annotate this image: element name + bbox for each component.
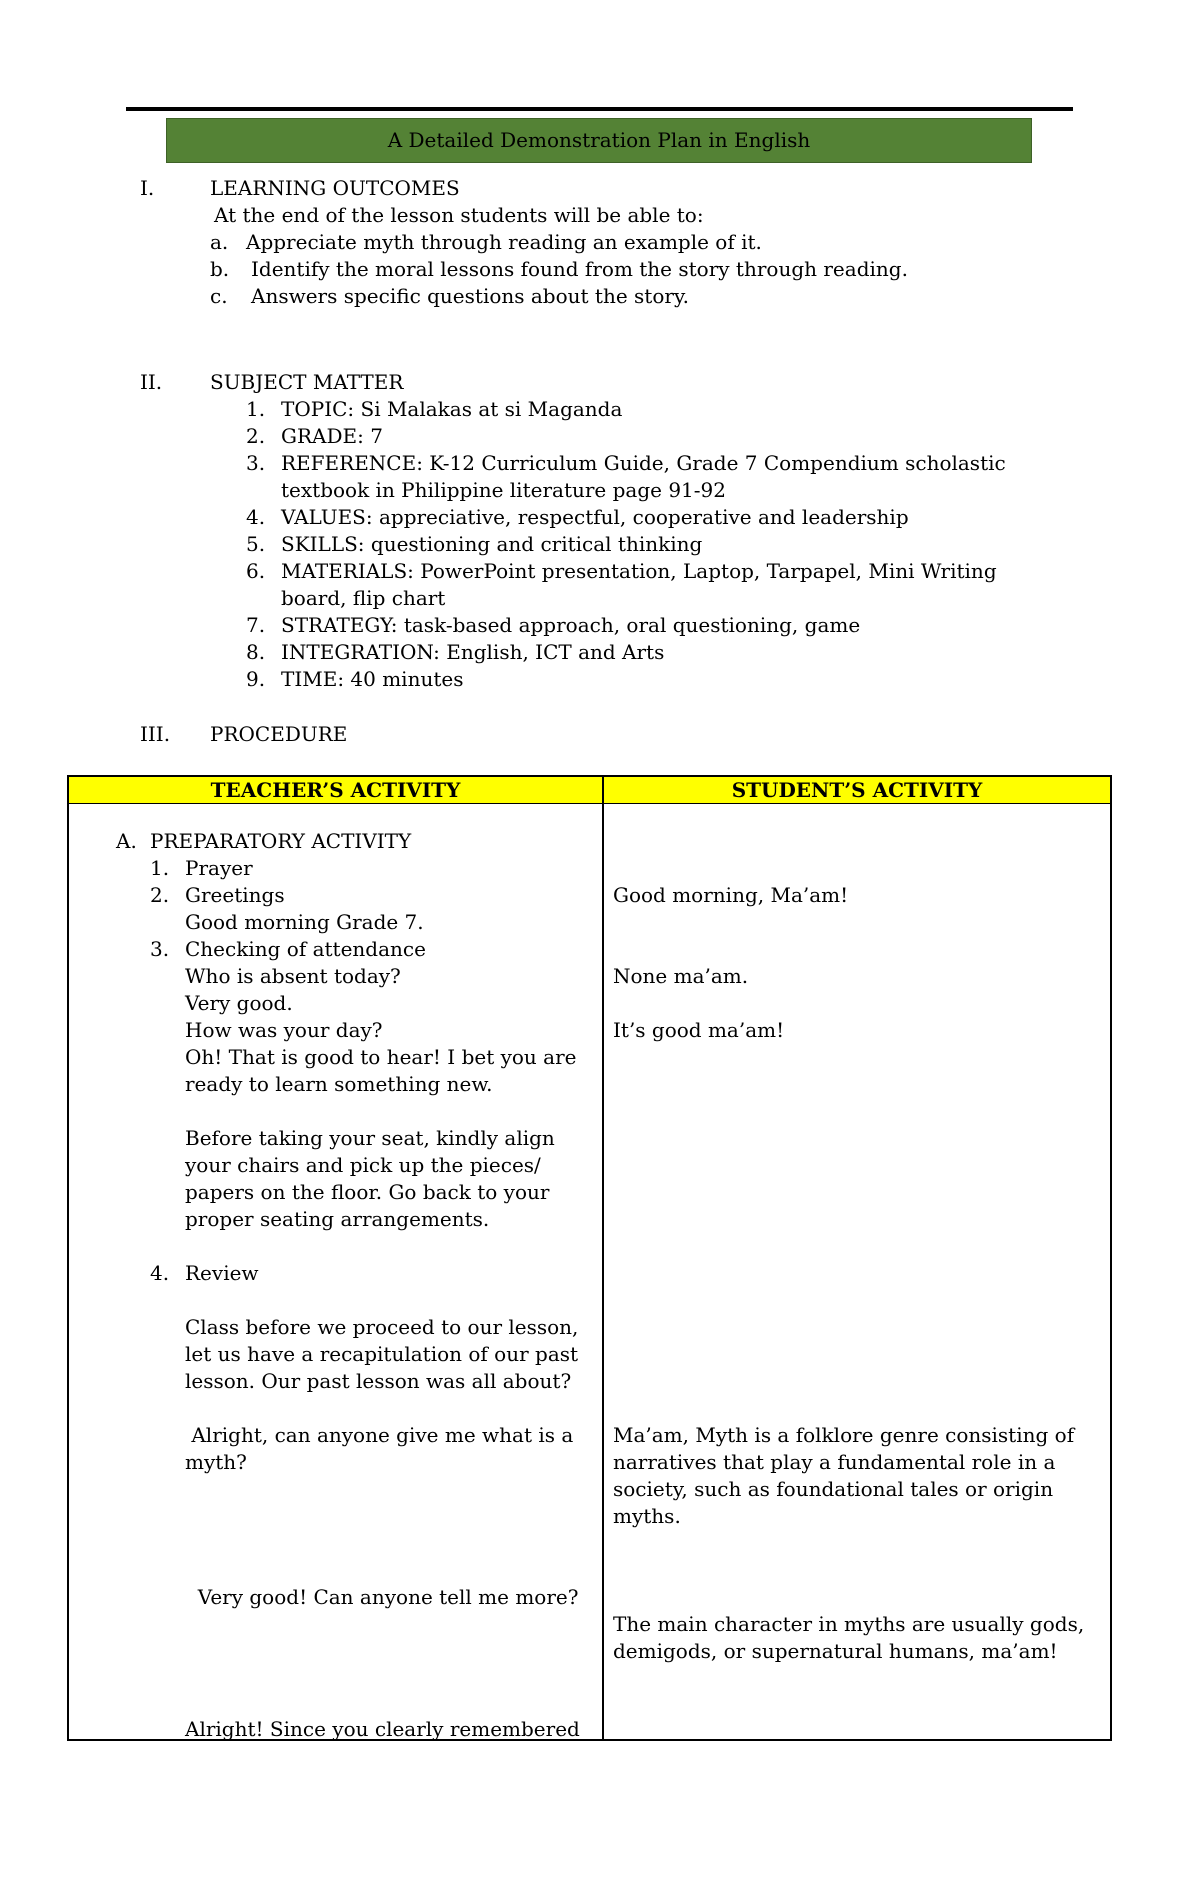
step-marker: 3. bbox=[150, 937, 170, 961]
procedure-table bbox=[67, 775, 1112, 1741]
section-numeral: III. bbox=[140, 722, 171, 746]
section-heading-subject: SUBJECT MATTER bbox=[210, 370, 404, 394]
list-marker: 6. bbox=[246, 559, 266, 583]
subject-item: STRATEGY: task-based approach, oral questioning, game bbox=[281, 613, 861, 637]
subject-item: GRADE: 7 bbox=[281, 424, 383, 448]
teacher-line: papers on the floor. Go back to your bbox=[185, 1180, 550, 1204]
student-activity-header: STUDENT’S ACTIVITY bbox=[731, 778, 983, 802]
subject-item: TIME: 40 minutes bbox=[281, 667, 464, 691]
teacher-line: lesson. Our past lesson was all about? bbox=[185, 1369, 572, 1393]
step-label-prayer: Prayer bbox=[185, 856, 253, 880]
list-marker: 8. bbox=[246, 640, 266, 664]
list-marker: a. bbox=[210, 230, 229, 254]
step-marker: 4. bbox=[150, 1261, 170, 1285]
student-line: Ma’am, Myth is a folklore genre consisting of bbox=[613, 1423, 1075, 1447]
teacher-line: let us have a recapitulation of our past bbox=[185, 1342, 579, 1366]
teacher-line: Very good! Can anyone tell me more? bbox=[185, 1585, 579, 1609]
student-line: narratives that play a fundamental role in a bbox=[613, 1450, 1056, 1474]
teacher-line: Class before we proceed to our lesson, bbox=[185, 1315, 579, 1339]
teacher-line: Good morning Grade 7. bbox=[185, 910, 424, 934]
document-title: A Detailed Demonstration Plan in English bbox=[387, 128, 811, 152]
subject-item-continued: textbook in Philippine literature page 91-92 bbox=[281, 478, 726, 502]
teacher-line: How was your day? bbox=[185, 1018, 383, 1042]
teacher-activity-header: TEACHER’S ACTIVITY bbox=[210, 778, 461, 802]
section-title: PREPARATORY ACTIVITY bbox=[150, 829, 412, 853]
outcomes-intro: At the end of the lesson students will be able to: bbox=[214, 203, 704, 227]
step-label-review: Review bbox=[185, 1261, 259, 1285]
list-marker: 2. bbox=[246, 424, 266, 448]
section-marker: A. bbox=[116, 829, 137, 853]
list-marker: 3. bbox=[246, 451, 266, 475]
student-line: myths. bbox=[613, 1504, 681, 1528]
step-label-greetings: Greetings bbox=[185, 883, 285, 907]
teacher-line: proper seating arrangements. bbox=[185, 1207, 490, 1231]
section-heading-outcomes: LEARNING OUTCOMES bbox=[210, 176, 460, 200]
outcome-item: Appreciate myth through reading an example of it. bbox=[246, 230, 762, 254]
subject-item-continued: board, flip chart bbox=[281, 586, 446, 610]
outcome-item: Identify the moral lessons found from the story through reading. bbox=[251, 257, 908, 281]
teacher-line: Oh! That is good to hear! I bet you are bbox=[185, 1045, 577, 1069]
teacher-line: Very good. bbox=[185, 991, 293, 1015]
section-numeral: I. bbox=[140, 176, 155, 200]
teacher-line: ready to learn something new. bbox=[185, 1072, 493, 1096]
subject-item: INTEGRATION: English, ICT and Arts bbox=[281, 640, 665, 664]
outcome-item: Answers specific questions about the story. bbox=[251, 284, 689, 308]
student-line: It’s good ma’am! bbox=[613, 1018, 785, 1042]
list-marker: b. bbox=[210, 257, 230, 281]
subject-item: TOPIC: Si Malakas at si Maganda bbox=[281, 397, 623, 421]
subject-item: SKILLS: questioning and critical thinking bbox=[281, 532, 703, 556]
step-marker: 1. bbox=[150, 856, 170, 880]
list-marker: 9. bbox=[246, 667, 266, 691]
subject-item: REFERENCE: K-12 Curriculum Guide, Grade 7 Compendium scholastic bbox=[281, 451, 1006, 475]
step-label-attendance: Checking of attendance bbox=[185, 937, 426, 961]
student-line: None ma’am. bbox=[613, 964, 749, 988]
student-line: demigods, or supernatural humans, ma’am! bbox=[613, 1639, 1058, 1663]
list-marker: 4. bbox=[246, 505, 266, 529]
teacher-line: your chairs and pick up the pieces/ bbox=[185, 1153, 541, 1177]
student-line: society, such as foundational tales or origin bbox=[613, 1477, 1054, 1501]
list-marker: 7. bbox=[246, 613, 266, 637]
section-heading-procedure: PROCEDURE bbox=[210, 722, 348, 746]
student-line: Good morning, Ma’am! bbox=[613, 883, 849, 907]
list-marker: c. bbox=[210, 284, 228, 308]
section-numeral: II. bbox=[140, 370, 163, 394]
document-title-bar bbox=[166, 118, 1032, 163]
list-marker: 5. bbox=[246, 532, 266, 556]
teacher-line: myth? bbox=[185, 1450, 247, 1474]
teacher-line: Before taking your seat, kindly align bbox=[185, 1126, 555, 1150]
student-line: The main character in myths are usually gods, bbox=[613, 1612, 1085, 1636]
column-divider bbox=[602, 777, 604, 1739]
teacher-line: Alright, can anyone give me what is a bbox=[185, 1423, 574, 1447]
teacher-line: Alright! Since you clearly remembered bbox=[185, 1717, 580, 1741]
subject-item: VALUES: appreciative, respectful, cooperative and leadership bbox=[281, 505, 909, 529]
teacher-line: Who is absent today? bbox=[185, 964, 401, 988]
list-marker: 1. bbox=[246, 397, 266, 421]
top-rule bbox=[126, 107, 1073, 111]
step-marker: 2. bbox=[150, 883, 170, 907]
subject-item: MATERIALS: PowerPoint presentation, Laptop, Tarpapel, Mini Writing bbox=[281, 559, 997, 583]
table-header-row bbox=[69, 777, 1110, 804]
